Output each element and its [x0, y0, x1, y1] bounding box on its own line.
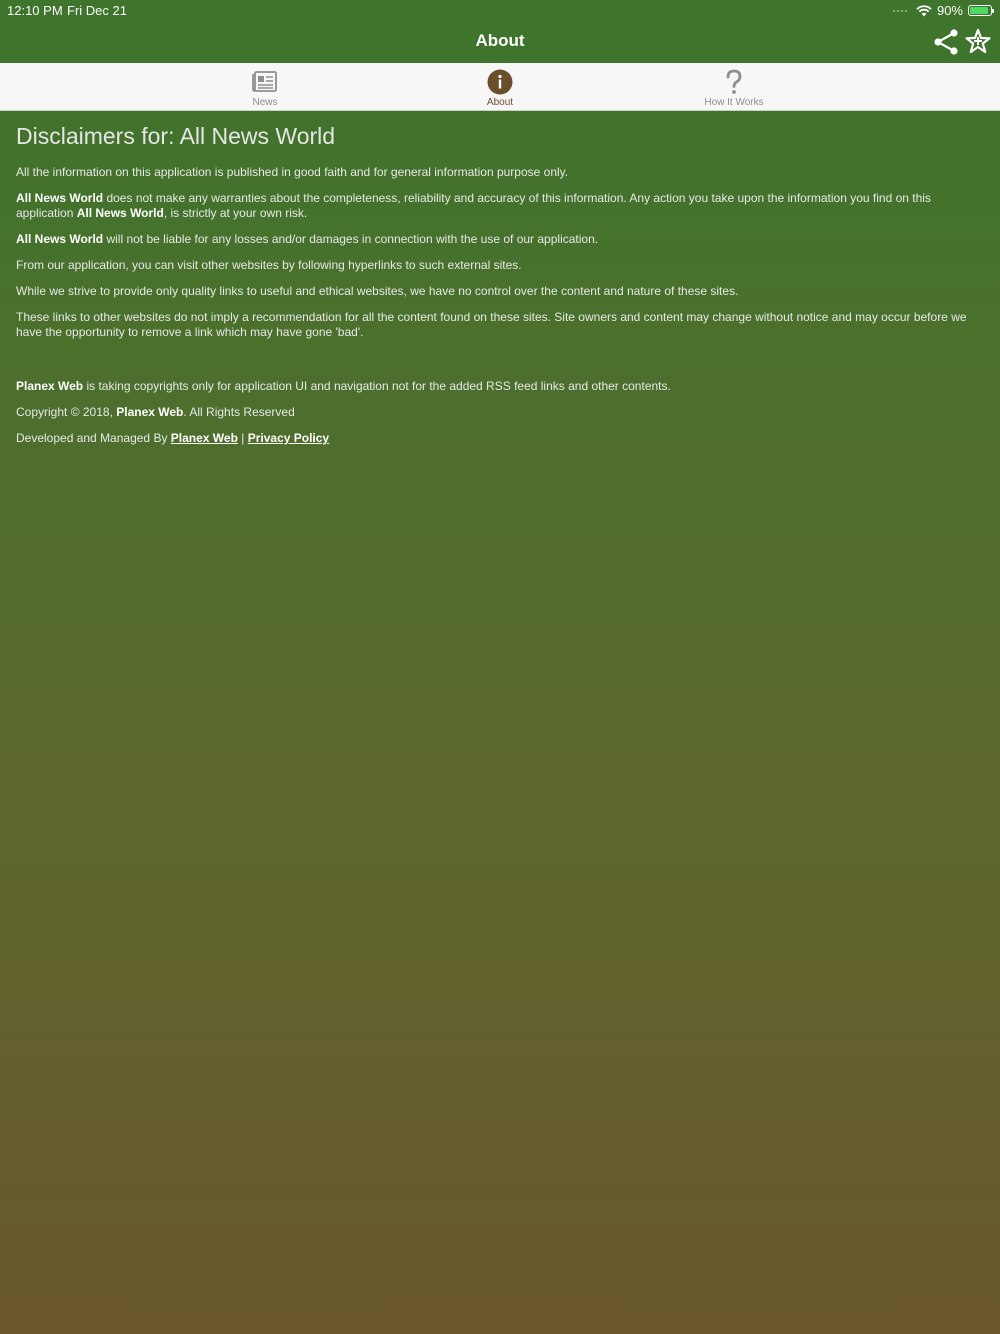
privacy-policy-link[interactable]: Privacy Policy: [247, 431, 330, 445]
paragraph-quality-links: While we strive to provide only quality links to useful and ethical websites, we have no control over the content and nature of these sites.: [16, 284, 739, 298]
wifi-icon: [916, 5, 932, 17]
share-icon[interactable]: [932, 28, 960, 56]
paragraph-copyright-scope: Planex Web is taking copyrights only for application UI and navigation not for the added RSS feed links and other contents.: [16, 379, 671, 393]
paragraph-liability: All News World will not be liable for any losses and/or damages in connection with the use of our application.: [16, 232, 599, 246]
paragraph-no-recommendation: These links to other websites do not imply a recommendation for all the content found on these sites. Site owners and content may change without notice and may occur before we have the opportunity to remove a link which may have gone 'bad'.: [16, 310, 967, 339]
paragraph-warranties: All News World does not make any warranties about the completeness, reliability and accuracy of this information. Any action you take upon the information you find on this application All News World, is strictly at your own risk.: [16, 191, 931, 220]
app-name-text: All News World: [16, 232, 104, 246]
page-title: Disclaimers for: All News World: [16, 123, 336, 149]
tab-news-label: News: [252, 97, 278, 108]
star-plus-icon[interactable]: [965, 28, 992, 55]
status-date: Fri Dec 21: [67, 3, 127, 18]
tab-how-it-works-label: How It Works: [704, 97, 764, 108]
paragraph-good-faith: All the information on this application is published in good faith and for general information purpose only.: [16, 165, 569, 179]
status-time: 12:10 PM: [7, 3, 63, 18]
battery-percent: 90%: [936, 3, 963, 18]
app-name-text: All News World: [16, 191, 104, 205]
status-indicators: [893, 3, 992, 18]
battery-level: [970, 7, 988, 14]
company-name-text: Planex Web: [16, 379, 84, 393]
app-name-text: All News World: [76, 206, 164, 220]
tab-about-label: About: [486, 97, 514, 108]
navigation-bar: [0, 22, 1000, 63]
tab-bar: [0, 63, 1000, 111]
paragraph-external-sites: From our application, you can visit other websites by following hyperlinks to such external sites.: [16, 258, 522, 272]
tab-about[interactable]: [440, 63, 560, 111]
developer-line: Developed and Managed By Planex Web | Privacy Policy: [16, 431, 330, 445]
info-icon: [487, 69, 513, 95]
battery-icon: [968, 5, 992, 16]
disclaimer-content: [16, 121, 984, 457]
status-bar: [0, 0, 1000, 22]
planex-web-link[interactable]: Planex Web: [170, 431, 238, 445]
tab-how-it-works[interactable]: [674, 63, 794, 111]
cellular-signal-icon: [893, 10, 907, 12]
page-title-nav: About: [475, 31, 525, 50]
company-name-text: Planex Web: [116, 405, 184, 419]
copyright-line: Copyright © 2018, Planex Web. All Rights Reserved: [16, 405, 295, 419]
spacer: [16, 351, 984, 379]
tab-news[interactable]: [205, 63, 325, 111]
newspaper-icon: [252, 69, 278, 95]
question-icon: [721, 69, 747, 95]
